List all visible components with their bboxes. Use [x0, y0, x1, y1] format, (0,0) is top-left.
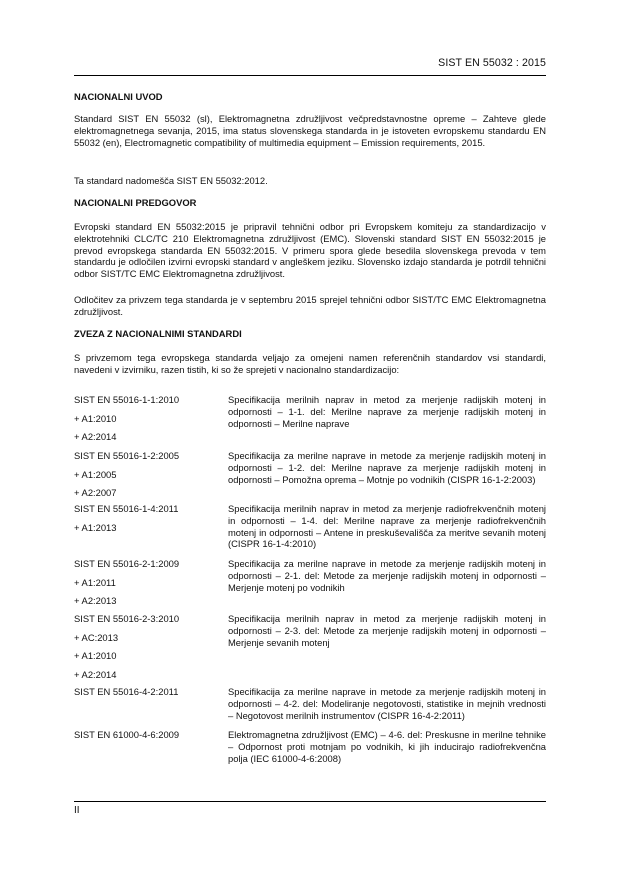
standard-amendment: + A1:2013	[74, 521, 117, 533]
zveza-paragraph-1: S privzemom tega evropskega standarda veljajo za omejeni namen referenčnih standardov vsi standardi, navedeni v izvirniku, razen tistih, ki so že sprejeti v nacionalno standardizacijo:	[74, 352, 546, 375]
standard-description: Specifikacija merilnih naprav in metod za merjenje radijskih motenj in odpornosti – 1-1. del: Merilne naprave za merjenje radijskih motenj in odpornosti – Merilne naprave	[228, 394, 546, 429]
header-rule	[74, 75, 546, 76]
standard-codes	[74, 686, 219, 705]
predgovor-paragraph-1: Evropski standard EN 55032:2015 je pripravil tehnični odbor pri Evropskem komiteju za standardizacijo v elektrotehniki CLC/TC 210 Elektromagnetna združljivost (EMC). Slovenski standard SIST EN 55032:2015 je prevod evropskega standarda EN 55032:2015. V primeru spora glede besedila slovenskega prevoda v tem standardu je odločilen izvirni evropski standard v angleškem jeziku. Slovensko izdajo standarda je potrdil tehnični odbor SIST/TC EMC Elektromagnetna združljivost.	[74, 221, 546, 280]
footer-rule	[74, 801, 546, 802]
standard-amendment: + A2:2007	[74, 487, 117, 498]
standard-code: SIST EN 55016-1-4:2011	[74, 503, 179, 514]
page-header	[74, 57, 546, 73]
standard-code: SIST EN 61000-4-6:2009	[74, 729, 180, 740]
standard-amendment: + A2:2013	[74, 595, 117, 606]
standard-codes	[74, 613, 219, 687]
standard-description: Specifikacija za merilne naprave in metode za merjenje radijskih motenj in odpornosti – 2-1. del: Metode za merjenje radijskih motenj in odpornosti – Merjenje motenj po vodnikih	[228, 558, 546, 593]
heading-nacionalni-predgovor: NACIONALNI PREDGOVOR	[74, 197, 197, 208]
standard-codes	[74, 450, 219, 506]
standard-codes	[74, 558, 219, 614]
document-id: SIST EN 55032 : 2015	[438, 57, 546, 69]
standard-amendment: + A1:2010	[74, 650, 117, 661]
standard-code: SIST EN 55016-1-1:2010	[74, 394, 180, 405]
standard-description: Elektromagnetna združljivost (EMC) – 4-6. del: Preskusne in merilne tehnike – Odpornost proti motnjam po vodnikih, ki jih inducirajo radiofrekvenčna polja (IEC 61000-4-6:2008)	[228, 729, 546, 764]
predgovor-paragraph-2: Odločitev za privzem tega standarda je v septembru 2015 sprejel tehnični odbor SIST/TC EMC Elektromagnetna združljivost.	[74, 294, 546, 317]
uvod-paragraph-2: Ta standard nadomešča SIST EN 55032:2012.	[74, 175, 268, 186]
document-page	[74, 0, 546, 877]
standard-description: Specifikacija merilnih naprav in metod za merjenje radiofrekvenčnih motenj in odpornosti – 1-4. del: Merilne naprave za merjenje radiofrekvenčnih motenj in odpornosti – Antene in preskuševališča za meritve sevanih motenj (CISPR 16-1-4:2010)	[228, 503, 546, 550]
standard-amendment: + A2:2014	[74, 668, 117, 680]
standard-code: SIST EN 55016-2-3:2010	[74, 613, 180, 624]
uvod-paragraph-1: Standard SIST EN 55032 (sl), Elektromagnetna združljivost večpredstavnostne opreme – Zahteve glede elektromagnetnega sevanja, 2015, ima status slovenskega standarda in je istoveten evropskemu standardu EN 55032 (en), Electromagnetic compatibility of multimedia equipment – Emission requirements, 2015.	[74, 113, 546, 148]
heading-nacionalni-uvod: NACIONALNI UVOD	[74, 91, 163, 102]
standard-code: SIST EN 55016-2-1:2009	[74, 558, 180, 569]
standard-amendment: + A1:2010	[74, 412, 117, 424]
standard-codes	[74, 394, 219, 450]
standard-codes	[74, 729, 219, 748]
standard-amendment: + A1:2005	[74, 468, 117, 480]
page-number: II	[74, 805, 80, 816]
standard-codes	[74, 503, 219, 540]
standard-amendment: + A1:2011	[74, 576, 116, 588]
heading-zveza: ZVEZA Z NACIONALNIMI STANDARDI	[74, 328, 242, 339]
standard-code: SIST EN 55016-4-2:2011	[74, 686, 179, 697]
standard-code: SIST EN 55016-1-2:2005	[74, 450, 180, 461]
standard-amendment: + A2:2014	[74, 431, 117, 442]
standard-amendment: + AC:2013	[74, 631, 119, 643]
standard-description: Specifikacija za merilne naprave in metode za merjenje radijskih motenj in odpornosti – 1-2. del: Merilne naprave za merjenje radijskih motenj in odpornosti – Pomožna oprema – Motnje po vodnikih (CISPR 16-1-2:2003)	[228, 450, 546, 485]
standard-description: Specifikacija za merilne naprave in metode za merjenje radijskih motenj in odpornosti – 4-2. del: Modeliranje negotovosti, statistike in mejnih vrednosti – Negotovost merilnih instrumentov (CISPR 16-4-2:2011)	[228, 686, 546, 721]
standard-description: Specifikacija merilnih naprav in metod za merjenje radijskih motenj in odpornosti – 2-3. del: Metode za merjenje radijskih motenj in odpornosti – Merjenje sevanih motenj	[228, 613, 546, 648]
